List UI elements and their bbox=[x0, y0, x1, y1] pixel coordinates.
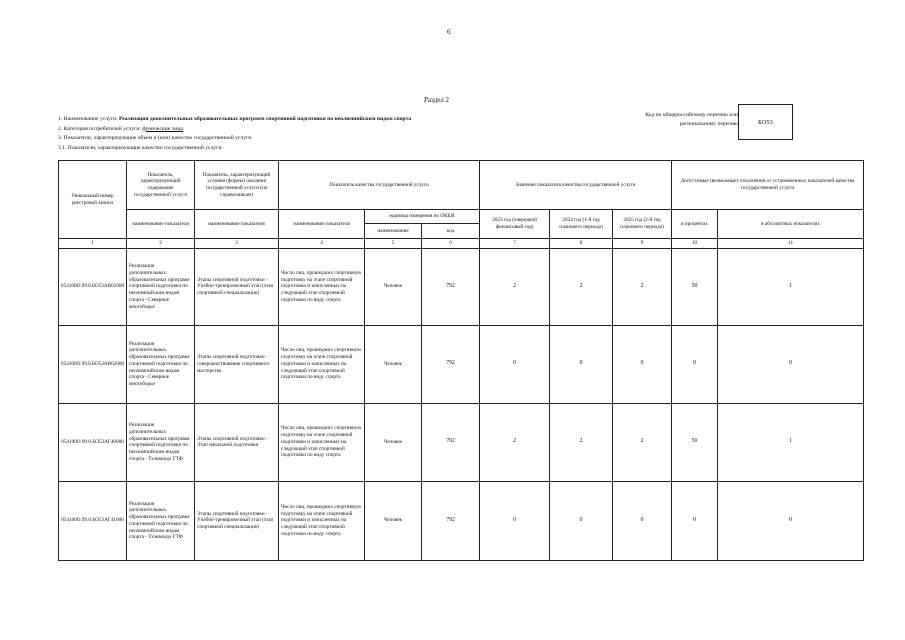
header-deviations: Допустимые (возможные) отклонения от установленных показателей качества государственной услуги bbox=[672, 161, 864, 210]
row-okei: 792 bbox=[422, 403, 480, 481]
column-number: 3 bbox=[195, 239, 279, 249]
indicators-heading: 3. Показатели, характеризующие объем и (или) качество государственной услуги bbox=[58, 135, 252, 142]
service-info bbox=[58, 115, 411, 153]
header-row-2 bbox=[59, 210, 864, 224]
row-unit: Человек bbox=[365, 403, 422, 481]
column-number: 5 bbox=[365, 239, 422, 249]
consumer-category-value: физические лица bbox=[142, 125, 183, 132]
table-row bbox=[59, 325, 864, 403]
consumer-category-line bbox=[58, 125, 411, 135]
row-code: 854100О.99.0.БО53АВ62000 bbox=[59, 325, 127, 403]
row-2025: 2 bbox=[613, 248, 672, 325]
header-values: Значение показателя качества государственной услуги bbox=[480, 161, 672, 210]
header-2023: 2023 год (очередной финансовый год) bbox=[480, 210, 550, 239]
column-number: 7 bbox=[480, 239, 550, 249]
row-code: 854100О.99.0.БО53АГ40000 bbox=[59, 403, 127, 481]
row-unit: Человек bbox=[365, 325, 422, 403]
row-content: Реализация дополнительных образовательных программ спортивной подготовки по неолимпийским видам спорта - Северное многоборье bbox=[127, 325, 195, 403]
column-number: 9 bbox=[613, 239, 672, 249]
row-code: 854100О.99.0.БО53АГ41000 bbox=[59, 481, 127, 560]
column-number: 1 bbox=[59, 239, 127, 249]
row-unit: Человек bbox=[365, 248, 422, 325]
row-content: Реализация дополнительных образовательных программ спортивной подготовки по неолимпийским видам спорта - Северное многоборье bbox=[127, 248, 195, 325]
section-title: Раздел 2 bbox=[424, 96, 450, 104]
row-2024: 0 bbox=[550, 481, 613, 560]
quality-indicators-heading: 3.1. Показатели, характеризующие качество государственной услуги: bbox=[58, 144, 223, 151]
row-2024: 2 bbox=[550, 403, 613, 481]
table-row bbox=[59, 403, 864, 481]
row-percent: 0 bbox=[672, 325, 718, 403]
column-numbers-row bbox=[59, 239, 864, 249]
header-unique-number: Уникальный номер реестровой записи bbox=[59, 161, 127, 239]
service-name-value: Реализация дополнительных образовательных программ спортивной подготовки по неолимпийским видам спорта bbox=[118, 116, 412, 122]
column-number: 11 bbox=[718, 239, 864, 249]
column-number: 10 bbox=[672, 239, 718, 249]
header-quality: Показатель качества государственной услуги bbox=[279, 161, 480, 210]
column-number: 8 bbox=[550, 239, 613, 249]
header-conditions-name: наименование показателя bbox=[195, 210, 279, 239]
row-indicator: Число лиц, прошедших спортивную подготовку на этапе спортивной подготовки и зачисленных на следующий этап спортивной подготовки по виду спорта bbox=[279, 481, 365, 560]
row-content: Реализация дополнительных образовательных программ спортивной подготовки по неолимпийским видам спорта - Тхэквондо ГТФ bbox=[127, 403, 195, 481]
row-2023: 2 bbox=[480, 248, 550, 325]
table-row bbox=[59, 248, 864, 325]
column-number: 4 bbox=[279, 239, 365, 249]
header-2025: 2025 год (2-й год планового периода) bbox=[613, 210, 672, 239]
table-row bbox=[59, 481, 864, 560]
header-2024: 2024 год (1-й год планового периода) bbox=[550, 210, 613, 239]
code-value: БО53 bbox=[758, 118, 773, 126]
row-absolute: 0 bbox=[718, 325, 864, 403]
service-name-label: 1. Наименование услуги: bbox=[58, 116, 118, 122]
consumer-category-label: 2. Категория потребителей услуги: bbox=[58, 125, 141, 132]
row-unit: Человек bbox=[365, 481, 422, 560]
row-condition: Этапы спортивной подготовки - Этап начальной подготовки bbox=[195, 403, 279, 481]
row-2023: 0 bbox=[480, 481, 550, 560]
header-unit-name: наименование bbox=[365, 224, 422, 239]
row-2024: 2 bbox=[550, 248, 613, 325]
row-percent: 50 bbox=[672, 403, 718, 481]
column-number: 6 bbox=[422, 239, 480, 249]
page-number: 6 bbox=[447, 28, 451, 36]
quality-table bbox=[58, 160, 864, 561]
code-label: Код по общероссийскому перечню или региональному перечню bbox=[645, 112, 738, 127]
row-indicator: Число лиц, прошедших спортивную подготовку на этапе спортивной подготовки и зачисленных на следующий этап спортивной подготовки по виду спорта bbox=[279, 325, 365, 403]
row-2025: 0 bbox=[613, 481, 672, 560]
row-indicator: Число лиц, прошедших спортивную подготовку на этапе спортивной подготовки и зачисленных на следующий этап спортивной подготовки по виду спорта bbox=[279, 403, 365, 481]
column-number: 2 bbox=[127, 239, 195, 249]
row-percent: 0 bbox=[672, 481, 718, 560]
row-absolute: 0 bbox=[718, 481, 864, 560]
header-content-name: наименование показателя bbox=[127, 210, 195, 239]
row-condition: Этапы спортивной подготовки - совершенствования спортивного мастерства bbox=[195, 325, 279, 403]
row-percent: 50 bbox=[672, 248, 718, 325]
row-okei: 792 bbox=[422, 481, 480, 560]
row-indicator: Число лиц, прошедших спортивную подготовку на этапе спортивной подготовки и зачисленных на следующий этап спортивной подготовки по виду спорта bbox=[279, 248, 365, 325]
service-name-line bbox=[58, 115, 411, 125]
header-content: Показатель, характеризующий содержание государственной услуги bbox=[127, 161, 195, 210]
header-absolute: в абсолютных показателях bbox=[718, 210, 864, 239]
row-code: 854100О.99.0.БО53АВ61000 bbox=[59, 248, 127, 325]
row-2023: 0 bbox=[480, 325, 550, 403]
row-absolute: 1 bbox=[718, 248, 864, 325]
row-2024: 0 bbox=[550, 325, 613, 403]
row-2025: 2 bbox=[613, 403, 672, 481]
row-2023: 2 bbox=[480, 403, 550, 481]
header-quality-name: наименование показателя bbox=[279, 210, 365, 239]
row-okei: 792 bbox=[422, 325, 480, 403]
row-okei: 792 bbox=[422, 248, 480, 325]
header-row-1 bbox=[59, 161, 864, 210]
header-unit: единица измерения по ОКЕИ bbox=[365, 210, 480, 224]
row-content: Реализация дополнительных образовательных программ спортивной подготовки по неолимпийским видам спорта - Тхэквондо ГТФ bbox=[127, 481, 195, 560]
row-absolute: 1 bbox=[718, 403, 864, 481]
header-conditions: Показатель, характеризующий условия (формы) оказания государственной услуги (по справочникам) bbox=[195, 161, 279, 210]
row-condition: Этапы спортивной подготовки - Учебно-тренировочный этап (этап спортивной специализации) bbox=[195, 481, 279, 560]
header-unit-code: код bbox=[422, 224, 480, 239]
row-2025: 0 bbox=[613, 325, 672, 403]
header-percent: в процентах bbox=[672, 210, 718, 239]
row-condition: Этапы спортивной подготовки - Учебно-тренировочный этап (этап спортивной специализации) bbox=[195, 248, 279, 325]
code-box bbox=[738, 104, 793, 140]
